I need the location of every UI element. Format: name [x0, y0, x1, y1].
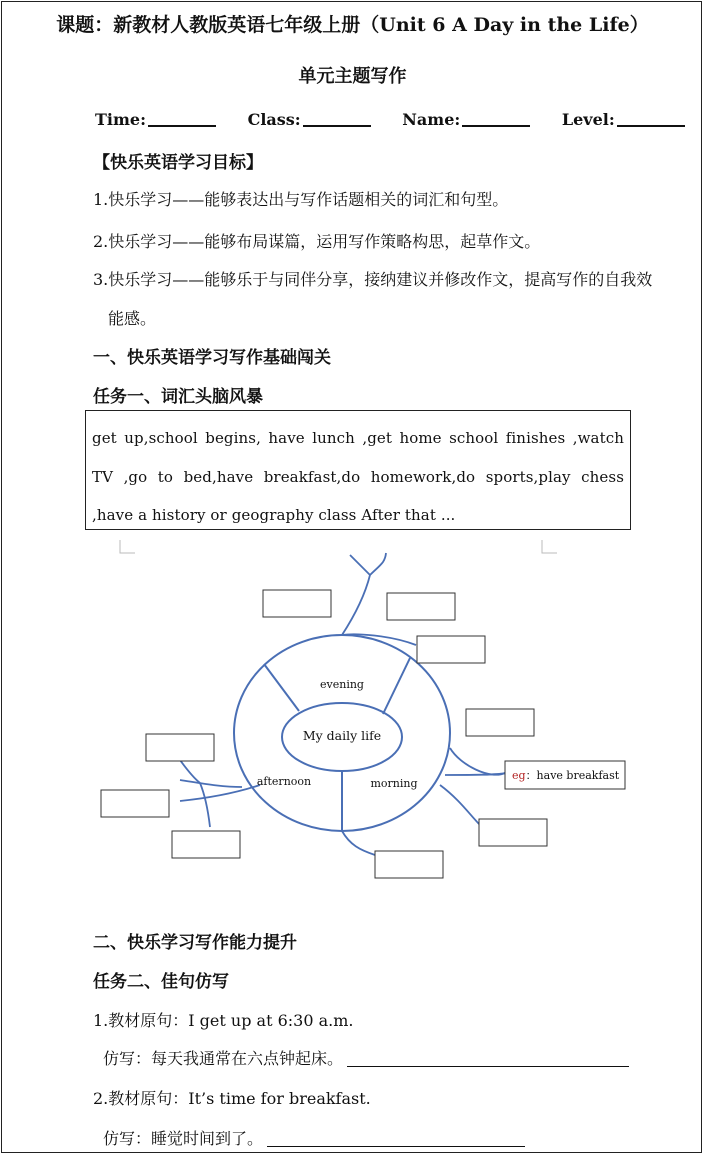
- objective-item: 能感。: [108, 309, 157, 328]
- branch-line: [180, 785, 260, 801]
- mindmap-answer-box[interactable]: [375, 851, 443, 878]
- mindmap-answer-box[interactable]: [387, 593, 455, 620]
- sentence1-original: 1.教材原句：I get up at 6:30 a.m.: [93, 1011, 354, 1030]
- time-field[interactable]: [95, 110, 216, 129]
- task1-heading: 任务一、词汇头脑风暴: [93, 387, 263, 407]
- mindmap-answer-box[interactable]: [146, 734, 214, 761]
- branch-line: [450, 748, 505, 775]
- divider-line: [264, 664, 299, 711]
- sentence1-imitate-prompt: 仿写：每天我通常在六点钟起床。: [103, 1049, 344, 1068]
- example-value: ：have breakfast: [525, 769, 620, 782]
- class-blank[interactable]: [303, 111, 371, 127]
- mindmap-answer-box[interactable]: [479, 819, 547, 846]
- branch-line: [370, 553, 386, 575]
- branch-line: [440, 785, 480, 825]
- class-label: Class:: [247, 110, 301, 129]
- task2-heading: 任务二、佳句仿写: [93, 972, 229, 992]
- example-text: [512, 769, 620, 782]
- mindmap-answer-box[interactable]: [417, 636, 485, 663]
- morning-label: morning: [370, 777, 418, 790]
- objective-item: 1.快乐学习——能够表达出与写作话题相关的词汇和句型。: [93, 190, 509, 209]
- section1-heading: 一、快乐英语学习写作基础闯关: [93, 348, 331, 368]
- sentence2-original: 2.教材原句：It’s time for breakfast.: [93, 1089, 371, 1108]
- branch-line: [445, 773, 505, 775]
- level-field[interactable]: [562, 110, 685, 129]
- time-label: Time:: [95, 110, 146, 129]
- name-label: Name:: [402, 110, 461, 129]
- sentence2-imitate-prompt: 仿写：睡觉时间到了。: [103, 1129, 264, 1148]
- document-subtitle: 单元主题写作: [298, 66, 407, 87]
- sentence1-imitate-row: [103, 1046, 629, 1069]
- objective-item: 2.快乐学习——能够布局谋篇，运用写作策略构思，起草作文。: [93, 232, 541, 251]
- objectives-heading: 【快乐英语学习目标】: [93, 153, 263, 173]
- branch-line: [342, 831, 375, 855]
- afternoon-label: afternoon: [256, 775, 312, 788]
- class-field[interactable]: [248, 110, 371, 129]
- mindmap-answer-box[interactable]: [101, 790, 169, 817]
- objective-item: 3.快乐学习——能够乐于与同伴分享，接纳建议并修改作文，提高写作的自我效: [93, 270, 653, 289]
- mindmap-answer-box[interactable]: [263, 590, 331, 617]
- corner-mark: [542, 540, 557, 553]
- sentence2-imitate-row: [103, 1126, 525, 1149]
- evening-label: evening: [320, 678, 364, 691]
- branch-line: [342, 575, 370, 635]
- time-blank[interactable]: [148, 111, 216, 127]
- sentence1-answer-line[interactable]: [347, 1050, 629, 1067]
- sentence2-answer-line[interactable]: [267, 1130, 525, 1147]
- branch-line: [180, 780, 242, 787]
- name-field[interactable]: [402, 110, 530, 129]
- name-blank[interactable]: [462, 111, 530, 127]
- document-title: 课题：新教材人教版英语七年级上册（Unit 6 A Day in the Life）: [56, 14, 649, 36]
- mindmap-answer-box[interactable]: [172, 831, 240, 858]
- level-blank[interactable]: [617, 111, 685, 127]
- branch-line: [350, 555, 370, 575]
- example-prefix: eg: [512, 769, 526, 782]
- corner-mark: [120, 540, 135, 553]
- section2-heading: 二、快乐学习写作能力提升: [93, 933, 297, 953]
- center-label: My daily life: [302, 728, 382, 743]
- vocabulary-box: get up,school begins, have lunch ,get home school finishes ,watch TV ,go to bed,have breakfast,do homework,do sports,play chess ,have a history or geography class After that ...: [85, 410, 631, 530]
- mindmap-answer-box[interactable]: [466, 709, 534, 736]
- level-label: Level:: [561, 110, 615, 129]
- branch-line: [200, 783, 210, 827]
- divider-line: [383, 658, 410, 714]
- student-info-row: [95, 110, 705, 129]
- mind-map: [80, 535, 640, 890]
